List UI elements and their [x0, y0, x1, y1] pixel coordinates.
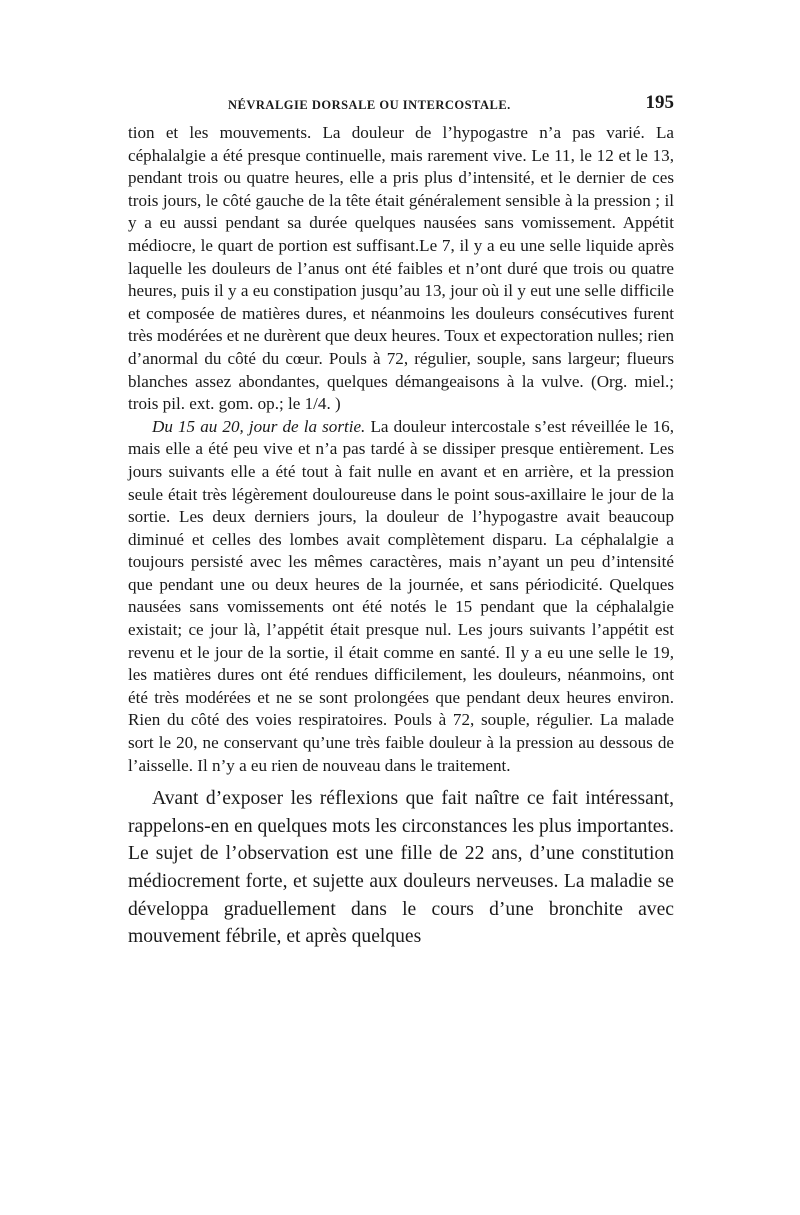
- paragraph-continuation: tion et les mouvements. La douleur de l’hypogastre n’a pas varié. La céphalalgie a été presque continuelle, mais rarement vive. Le 11, le 12 et le 13, pendant trois ou quatre heures, elle a pris plus d’intensité, et le dernier de ces trois jours, le côté gauche de la tête était généralement sensible à la pression ; il y a eu aussi pendant sa durée quelques nausées sans vomissement. Appétit médiocre, le quart de portion est suffisant.Le 7, il y a eu une selle liquide après laquelle les douleurs de l’anus ont été faibles et n’ont duré que trois ou quatre heures, puis il y a eu constipation jusqu’au 13, jour où il y eut une selle difficile et composée de matières dures, et néanmoins les douleurs consécutives furent très modérées et ne durèrent que deux heures. Toux et expectoration nulles; rien d’anormal du côté du cœur. Pouls à 72, régulier, souple, sans largeur; flueurs blanches assez abondantes, quelques démangeaisons à la vulve. (Org. miel.; trois pil. ext. gom. op.; le 1/4. ): [128, 123, 674, 414]
- page-number: 195: [645, 92, 674, 113]
- page: [128, 92, 674, 951]
- paragraph-lead-italic: Du 15 au 20, jour de la sortie.: [152, 416, 366, 436]
- paragraph-sortie-text: La douleur intercostale s’est réveillée le 16, mais elle a été peu vive et n’a pas tardé à se dissiper presque entièrement. Les jours suivants elle a été tout à fait nulle en avant et en arrière, et la pression seule était très légèrement douloureuse dans le point sous-axillaire le jour de la sortie. Les deux derniers jours, la douleur de l’hypogastre avait beaucoup diminué et celles des lombes avait complètement disparu. La céphalalgie a toujours persisté avec les mêmes caractères, mais n’ayant un peu d’intensité que pendant une ou deux heures de la journée, et sans périodicité. Quelques nausées sans vomissements ont été notés le 15 pendant que la céphalalgie existait; ce jour là, l’appétit était presque nul. Les jours suivants l’appétit est revenu et le jour de la sortie, il était comme en santé. Il y a eu une selle le 19, les matières dures ont été rendues difficilement, les douleurs, néanmoins, ont été très modérées et ne se sont prolongées que pendant deux heures environ. Rien du côté des voies respiratoires. Pouls à 72, souple, régulier. La malade sort le 20, ne conservant qu’une très faible douleur à la pression au dessous de l’aisselle. Il n’y a eu rien de nouveau dans le traitement.: [128, 416, 674, 775]
- running-head: NÉVRALGIE DORSALE OU INTERCOSTALE.: [228, 98, 511, 112]
- page-header: [128, 92, 674, 122]
- paragraph-sortie: [128, 416, 674, 778]
- paragraph-reflexions: Avant d’exposer les réflexions que fait naître ce fait intéressant, rappelons-en en quelques mots les circonstances les plus importantes. Le sujet de l’observation est une fille de 22 ans, d’une constitution médiocrement forte, et sujette aux douleurs nerveuses. La maladie se développa graduellement dans le cours d’une bronchite avec mouvement fébrile, et après quelques: [128, 788, 674, 948]
- small-text-block: [128, 122, 674, 777]
